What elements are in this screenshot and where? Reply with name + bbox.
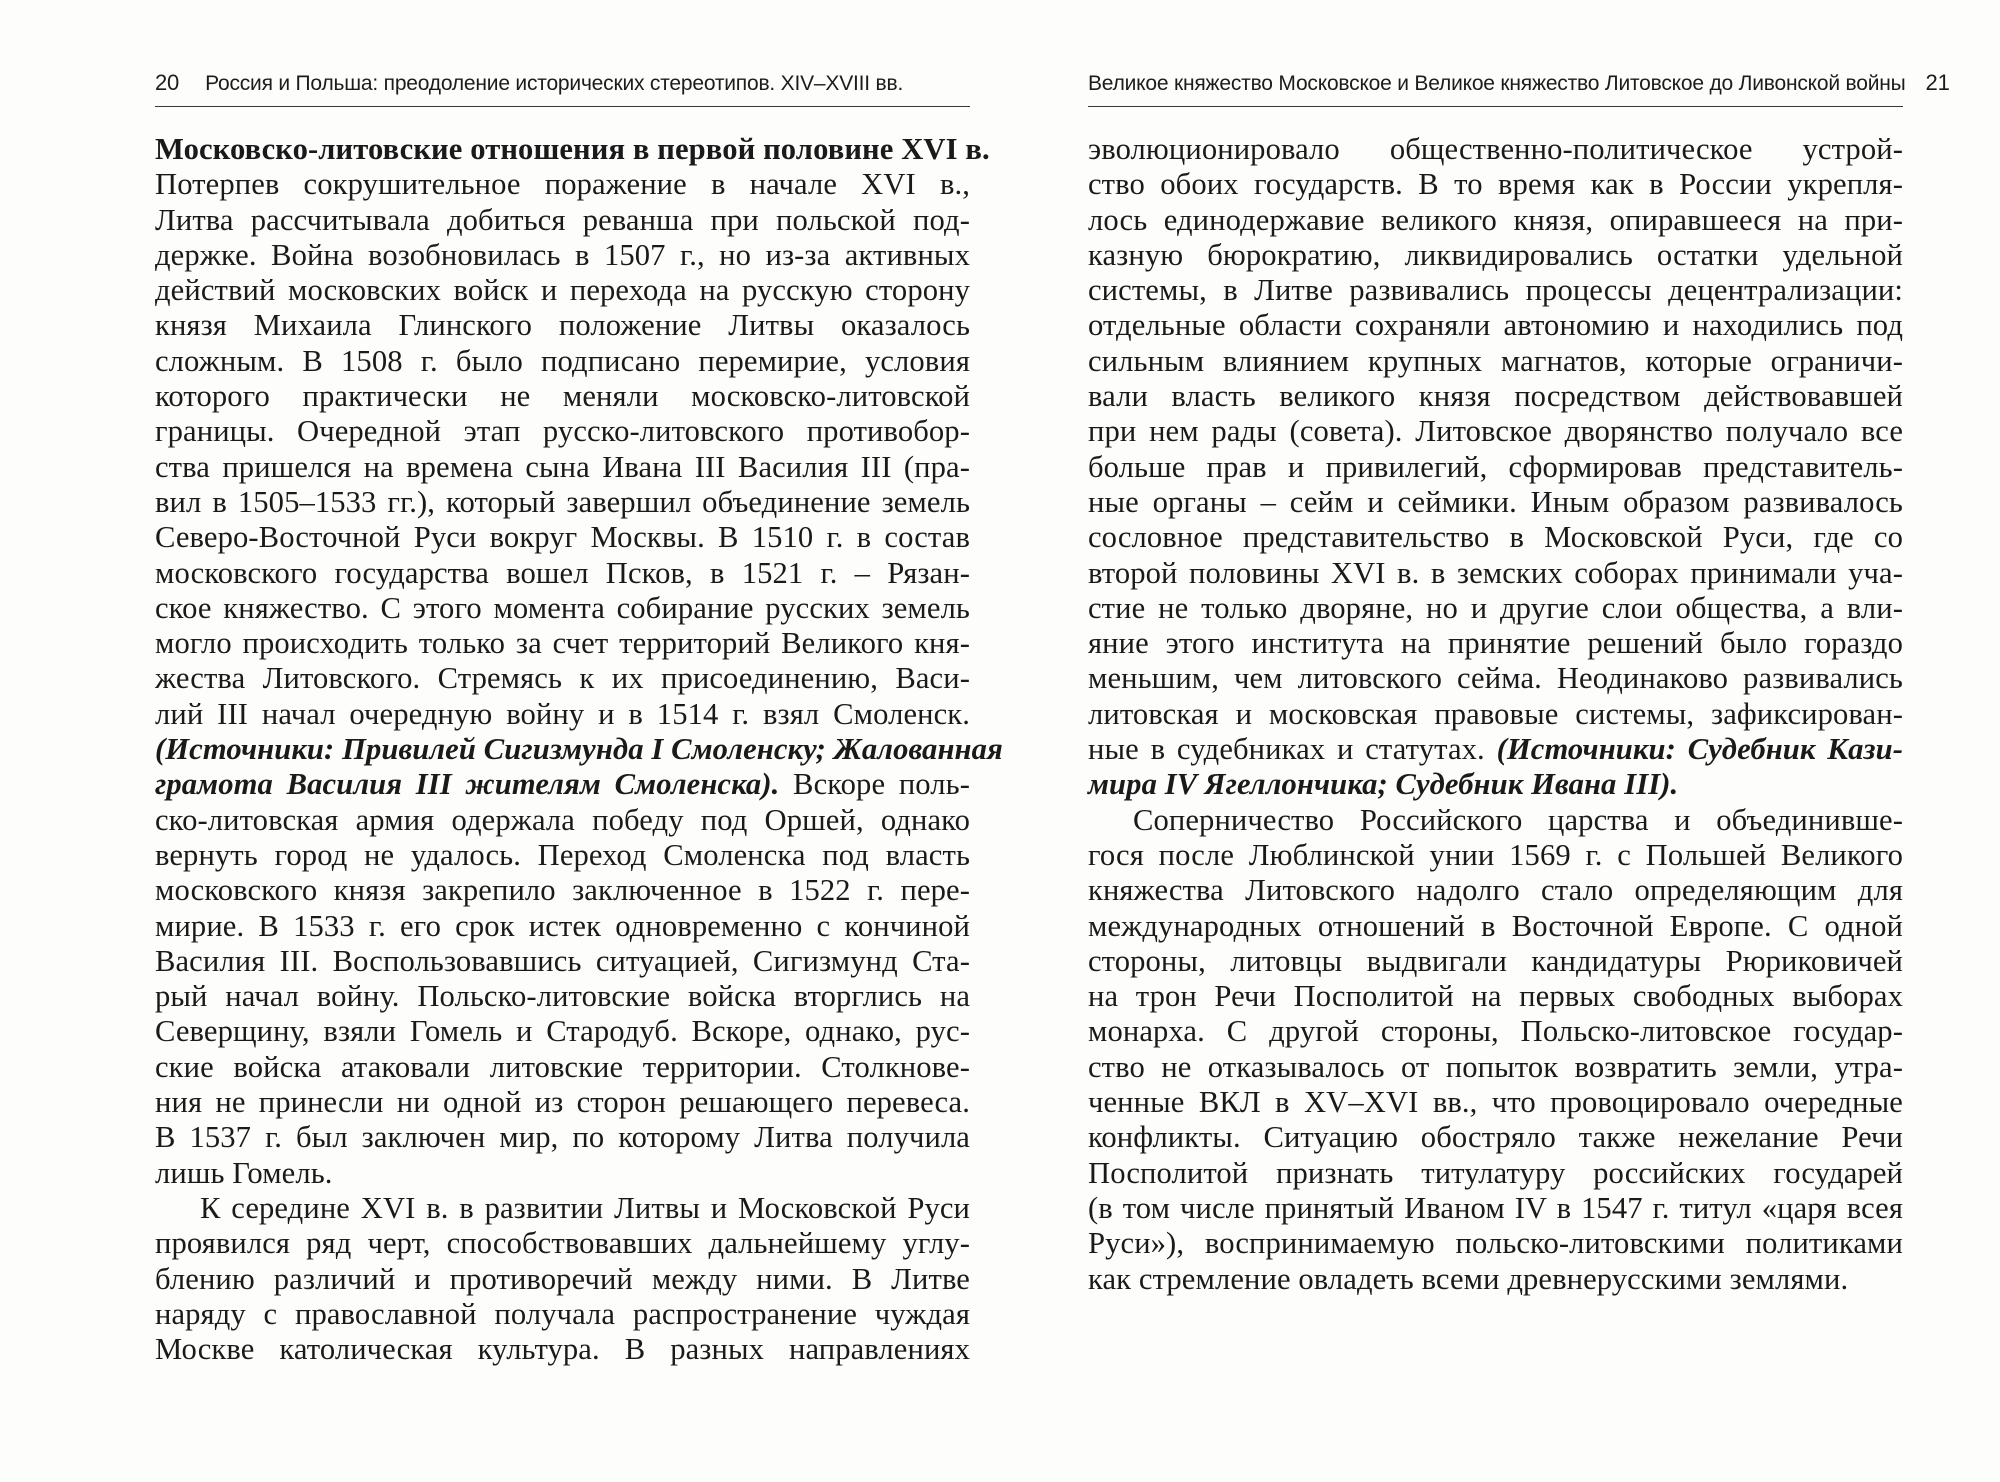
text-line (1088, 414, 1903, 449)
line-text: яние этого института на принятие решений было гораздо (1088, 626, 1903, 661)
line-text: стороны, литовцы выдвигали кандидатуры Рюриковичей (1088, 943, 1903, 978)
text-line (155, 485, 970, 520)
text-line (1088, 909, 1903, 944)
line-text: ство не отказывалось от попыток возвратить земли, утра- (1088, 1049, 1903, 1084)
text-line (1088, 838, 1903, 873)
line-text: Посполитой признать титулатуру российских государей (1088, 1155, 1903, 1190)
line-text: ченные ВКЛ в XV–XVI вв., что провоцировало очередные (1088, 1085, 1903, 1120)
line-text: Москве католическая культура. В разных направлениях (155, 1332, 970, 1367)
right-page-body (1088, 132, 1903, 1297)
text-line (1088, 485, 1903, 520)
text-line (155, 203, 970, 238)
text-line (1088, 767, 1903, 802)
line-text: князя Михаила Глинского положение Литвы оказалось (155, 308, 970, 343)
line-text: Вскоре поль- (779, 767, 970, 802)
text-line (1088, 273, 1903, 308)
text-line (1088, 591, 1903, 626)
line-text: Северо-Восточной Руси вокруг Москвы. В 1510 г. в состав (155, 520, 970, 555)
text-line (155, 1191, 970, 1226)
text-line (1088, 697, 1903, 732)
text-line (155, 591, 970, 626)
text-line (155, 626, 970, 661)
text-line (155, 873, 970, 908)
line-text: вернуть город не удалось. Переход Смоленска под власть (155, 837, 970, 872)
text-line (1088, 1226, 1903, 1261)
line-text: меньшим, чем литовского сейма. Неодинаково развивались (1088, 661, 1903, 696)
line-text: стие не только дворяне, но и другие слои общества, а вли- (1088, 590, 1903, 625)
line-text: Литва рассчитывала добиться реванша при польской под- (155, 202, 970, 237)
line-text: лишь Гомель. (155, 1155, 333, 1190)
text-line (1088, 873, 1903, 908)
section-heading: Московско-литовские отношения в первой половине XVI в. (155, 132, 990, 166)
line-text: международных отношений в Восточной Европе. С одной (1088, 908, 1903, 943)
line-text: конфликты. Ситуацию обостряло также нежелание Речи (1088, 1120, 1903, 1155)
line-text: ское княжество. С этого момента собирание русских земель (155, 590, 970, 625)
line-text: сильным влиянием крупных магнатов, которые ограничи- (1088, 343, 1903, 378)
line-text: системы, в Литве развивались процессы децентрализации: (1088, 273, 1903, 308)
text-line (1088, 238, 1903, 273)
text-line (1088, 1085, 1903, 1120)
text-line (155, 944, 970, 979)
line-text: мирие. В 1533 г. его срок истек одновременно с кончиной (155, 908, 970, 943)
line-text: лось единодержавие великого князя, опиравшееся на при- (1088, 202, 1903, 237)
text-line (1088, 556, 1903, 591)
text-line (1088, 1050, 1903, 1085)
line-text: действий московских войск и перехода на русскую сторону (155, 273, 970, 308)
line-text: на трон Речи Посполитой на первых свободных выборах (1088, 979, 1903, 1014)
line-text: эволюционировало общественно-политическое устрой- (1088, 132, 1903, 166)
text-line (155, 1262, 970, 1297)
text-line (155, 803, 970, 838)
text-line (155, 909, 970, 944)
text-line (1088, 132, 1903, 167)
text-line (1088, 661, 1903, 696)
text-line (155, 732, 1003, 767)
text-line (155, 1014, 970, 1049)
text-line (1088, 379, 1903, 414)
text-line (155, 767, 970, 802)
source-citation: грамота Василия III жителям Смоленска). (155, 767, 780, 802)
text-line (1088, 1191, 1903, 1226)
running-head-left (155, 70, 970, 107)
text-line (1088, 1120, 1903, 1155)
text-line (155, 838, 970, 873)
line-text: монарха. С другой стороны, Польско-литовское государ- (1088, 1014, 1903, 1049)
text-line (1088, 979, 1903, 1014)
line-text: вил в 1505–1533 гг.), который завершил объединение земель (155, 484, 970, 519)
line-text: московского государства вошел Псков, в 1521 г. – Рязан- (155, 555, 970, 590)
text-line (155, 379, 970, 414)
source-citation: (Источники: Привилей Сигизмунда I Смоленску; Жалованная (155, 732, 1003, 767)
line-text: Потерпев сокрушительное поражение в начале XVI в., (155, 167, 970, 202)
line-text: ния не принесли ни одной из сторон решающего перевеса. (155, 1085, 970, 1120)
text-line (155, 238, 970, 273)
page-number-right: 21 (1925, 70, 1950, 95)
left-page-body (155, 132, 1003, 1367)
text-line (155, 344, 970, 379)
text-line (155, 556, 970, 591)
line-text: ные в судебниках и статутах. (1088, 732, 1497, 767)
text-line (1088, 1262, 1903, 1297)
line-text: ства пришелся на времена сына Ивана III Василия III (пра- (155, 449, 970, 484)
text-line (155, 132, 990, 167)
line-text: жества Литовского. Стремясь к их присоединению, Васи- (155, 661, 970, 696)
text-line (155, 167, 970, 202)
text-line (1088, 944, 1903, 979)
text-line (155, 450, 970, 485)
source-citation: мира IV Ягеллончика; Судебник Ивана III). (1088, 767, 1679, 802)
line-text: ские войска атаковали литовские территории. Столкнове- (155, 1049, 970, 1084)
line-text: проявился ряд черт, способствовавших дальнейшему углу- (155, 1226, 970, 1261)
text-line (155, 273, 970, 308)
running-head-title-left: Россия и Польша: преодоление исторических стереотипов. XIV–XVIII вв. (205, 72, 904, 95)
running-head-title-right: Великое княжество Московское и Великое княжество Литовское до Ливонской войны (1088, 72, 1906, 95)
text-line (155, 520, 970, 555)
line-text: могло происходить только за счет территорий Великого кня- (155, 626, 970, 661)
text-line (155, 1050, 970, 1085)
line-text: блению различий и противоречий между ними. В Литве (155, 1261, 970, 1296)
line-text: казную бюрократию, ликвидировались остатки удельной (1088, 237, 1903, 272)
text-line (1088, 626, 1903, 661)
text-line (155, 308, 970, 343)
line-text: Соперничество Российского царства и объединивше- (1133, 802, 1903, 837)
left-page (155, 70, 1003, 1367)
text-line (155, 1332, 970, 1367)
line-text: К середине XVI в. в развитии Литвы и Московской Руси (200, 1190, 970, 1225)
line-text: московского князя закрепило заключенное в 1522 г. пере- (155, 873, 970, 908)
line-text: при нем рады (совета). Литовское дворянство получало все (1088, 414, 1903, 449)
line-text: наряду с православной получала распространение чуждая (155, 1296, 970, 1331)
line-text: второй половины XVI в. в земских соборах принимали уча- (1088, 555, 1903, 590)
line-text: отдельные области сохраняли автономию и находились под (1088, 308, 1903, 343)
line-text: Руси»), воспринимаемую польско-литовскими политиками (1088, 1226, 1903, 1261)
line-text: границы. Очередной этап русско-литовского противобор- (155, 414, 970, 449)
line-text: которого практически не меняли московско-литовской (155, 379, 970, 414)
line-text: княжества Литовского надолго стало определяющим для (1088, 873, 1903, 908)
text-line (1088, 1156, 1903, 1191)
text-line (155, 414, 970, 449)
text-line (155, 1120, 970, 1155)
text-line (1088, 803, 1903, 838)
line-text: ство обоих государств. В то время как в России укрепля- (1088, 167, 1903, 202)
line-text: В 1537 г. был заключен мир, по которому Литва получила (155, 1120, 970, 1155)
line-text: (в том числе принятый Иваном IV в 1547 г. титул «царя всея (1088, 1190, 1903, 1225)
text-line (155, 1226, 970, 1261)
text-line (1088, 167, 1903, 202)
line-text: ные органы – сейм и сеймики. Иным образом развивалось (1088, 484, 1903, 519)
text-line (1088, 203, 1903, 238)
text-line (155, 1085, 970, 1120)
line-text: лий III начал очередную войну и в 1514 г. взял Смоленск. (155, 696, 970, 731)
text-line (155, 979, 970, 1014)
text-line (155, 661, 970, 696)
line-text: ско-литовская армия одержала победу под Оршей, однако (155, 802, 970, 837)
text-line (155, 1297, 970, 1332)
text-line (155, 1156, 970, 1191)
source-citation: (Источники: Судебник Кази- (1496, 732, 1903, 767)
text-line (1088, 732, 1903, 767)
running-head-right (1088, 70, 1950, 107)
page-number-left: 20 (155, 70, 180, 95)
line-text: сословное представительство в Московской Руси, где со (1088, 520, 1903, 555)
text-line (1088, 344, 1903, 379)
text-line (1088, 308, 1903, 343)
line-text: Василия III. Воспользовавшись ситуацией, Сигизмунд Ста- (155, 943, 970, 978)
line-text: как стремление овладеть всеми древнерусскими землями. (1088, 1261, 1849, 1296)
line-text: больше прав и привилегий, сформировав представитель- (1088, 449, 1903, 484)
line-text: Северщину, взяли Гомель и Стародуб. Вскоре, однако, рус- (155, 1014, 970, 1049)
line-text: сложным. В 1508 г. было подписано перемирие, условия (155, 343, 970, 378)
line-text: вали власть великого князя посредством действовавшей (1088, 379, 1903, 414)
text-line (1088, 520, 1903, 555)
line-text: держке. Война возобновилась в 1507 г., но из-за активных (155, 237, 970, 272)
line-text: рый начал войну. Польско-литовские войска вторглись на (155, 979, 970, 1014)
text-line (155, 697, 970, 732)
text-line (1088, 1014, 1903, 1049)
line-text: гося после Люблинской унии 1569 г. с Польшей Великого (1088, 837, 1903, 872)
text-line (1088, 450, 1903, 485)
line-text: литовская и московская правовые системы, зафиксирован- (1088, 696, 1903, 731)
right-page (1088, 70, 1950, 1297)
